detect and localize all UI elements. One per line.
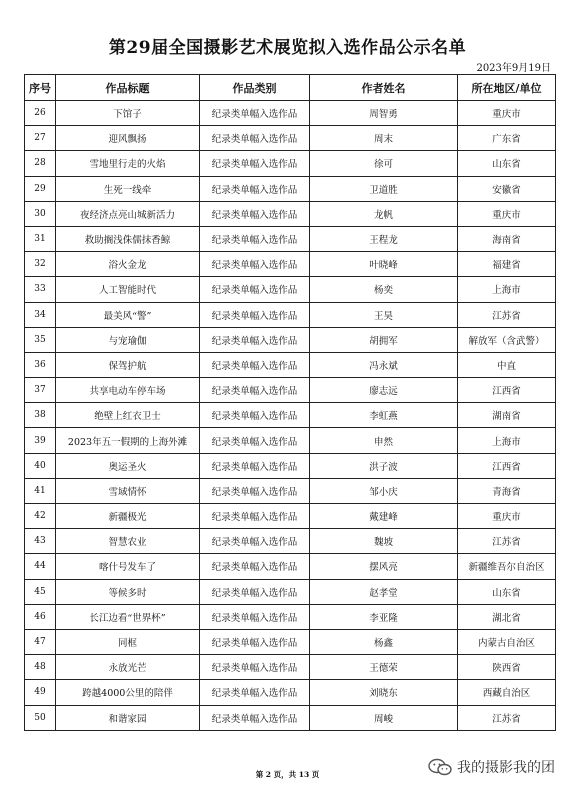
row-number: 39: [25, 428, 56, 453]
author-name: 廖志远: [310, 378, 458, 403]
row-number: 45: [25, 579, 56, 604]
watermark-text: 我的摄影我的团: [457, 760, 555, 776]
table-row: [25, 302, 556, 327]
author-name: 周末: [310, 126, 458, 151]
table-row: [25, 403, 556, 428]
region: 重庆市: [458, 101, 556, 126]
work-category: 纪录类单幅入选作品: [200, 604, 310, 629]
region: 江苏省: [458, 705, 556, 730]
work-title: 生死一线牵: [56, 176, 200, 201]
region: 内蒙古自治区: [458, 629, 556, 654]
row-number: 41: [25, 478, 56, 503]
work-title: 最美风“警”: [56, 302, 200, 327]
table-row: [25, 504, 556, 529]
work-title: 永放光芒: [56, 655, 200, 680]
work-category: 纪录类单幅入选作品: [200, 453, 310, 478]
author-name: 洪子波: [310, 453, 458, 478]
row-number: 31: [25, 226, 56, 251]
table-row: [25, 226, 556, 251]
watermark: [428, 757, 555, 777]
work-title: 智慧农业: [56, 529, 200, 554]
header-author: 作者姓名: [310, 75, 458, 101]
work-title: 与宠瑜伽: [56, 327, 200, 352]
author-name: 周智勇: [310, 101, 458, 126]
work-title: 保驾护航: [56, 352, 200, 377]
work-category: 纪录类单幅入选作品: [200, 327, 310, 352]
author-name: 冯永斌: [310, 352, 458, 377]
work-category: 纪录类单幅入选作品: [200, 352, 310, 377]
table-row: [25, 604, 556, 629]
work-title: 救助搁浅侏儒抹香鲸: [56, 226, 200, 251]
table-row: [25, 378, 556, 403]
region: 江苏省: [458, 529, 556, 554]
row-number: 44: [25, 554, 56, 579]
work-category: 纪录类单幅入选作品: [200, 403, 310, 428]
work-title: 雪域情怀: [56, 478, 200, 503]
work-title: 下馆子: [56, 101, 200, 126]
row-number: 26: [25, 101, 56, 126]
table-row: [25, 352, 556, 377]
row-number: 36: [25, 352, 56, 377]
region: 山东省: [458, 151, 556, 176]
region: 陕西省: [458, 655, 556, 680]
author-name: 王昊: [310, 302, 458, 327]
author-name: 赵孝堂: [310, 579, 458, 604]
row-number: 43: [25, 529, 56, 554]
row-number: 33: [25, 277, 56, 302]
work-category: 纪录类单幅入选作品: [200, 226, 310, 251]
table-row: [25, 277, 556, 302]
work-title: 喀什号发车了: [56, 554, 200, 579]
work-category: 纪录类单幅入选作品: [200, 529, 310, 554]
author-name: 卫道胜: [310, 176, 458, 201]
table-row: [25, 705, 556, 730]
region: 江苏省: [458, 302, 556, 327]
work-category: 纪录类单幅入选作品: [200, 101, 310, 126]
row-number: 30: [25, 201, 56, 226]
work-category: 纪录类单幅入选作品: [200, 151, 310, 176]
region: 江西省: [458, 453, 556, 478]
work-title: 跨越4000公里的陪伴: [56, 680, 200, 705]
table-row: [25, 428, 556, 453]
author-name: 李虹燕: [310, 403, 458, 428]
header-region: 所在地区/单位: [458, 75, 556, 101]
work-title: 和谐家园: [56, 705, 200, 730]
wechat-icon: [428, 758, 452, 776]
header-row: [25, 75, 556, 101]
author-name: 王程龙: [310, 226, 458, 251]
work-category: 纪录类单幅入选作品: [200, 428, 310, 453]
table-row: [25, 126, 556, 151]
row-number: 47: [25, 629, 56, 654]
work-title: 共享电动车停车场: [56, 378, 200, 403]
work-category: 纪录类单幅入选作品: [200, 478, 310, 503]
work-category: 纪录类单幅入选作品: [200, 629, 310, 654]
work-category: 纪录类单幅入选作品: [200, 680, 310, 705]
row-number: 28: [25, 151, 56, 176]
table-row: [25, 680, 556, 705]
work-title: 雪地里行走的火焰: [56, 151, 200, 176]
header-number: 序号: [25, 75, 56, 101]
author-name: 邹小庆: [310, 478, 458, 503]
row-number: 48: [25, 655, 56, 680]
row-number: 37: [25, 378, 56, 403]
work-title: 奥运圣火: [56, 453, 200, 478]
header-category: 作品类别: [200, 75, 310, 101]
work-category: 纪录类单幅入选作品: [200, 252, 310, 277]
work-category: 纪录类单幅入选作品: [200, 655, 310, 680]
author-name: 徐可: [310, 151, 458, 176]
table-row: [25, 579, 556, 604]
author-name: 李亚隆: [310, 604, 458, 629]
work-category: 纪录类单幅入选作品: [200, 579, 310, 604]
table-row: [25, 529, 556, 554]
row-number: 42: [25, 504, 56, 529]
author-name: 杨鑫: [310, 629, 458, 654]
row-number: 34: [25, 302, 56, 327]
header-title: 作品标题: [56, 75, 200, 101]
table-body: [25, 101, 556, 731]
table-row: [25, 201, 556, 226]
region: 青海省: [458, 478, 556, 503]
author-name: 戴建峰: [310, 504, 458, 529]
author-name: 胡拥军: [310, 327, 458, 352]
work-title: 夜经济点亮山城新活力: [56, 201, 200, 226]
work-category: 纪录类单幅入选作品: [200, 705, 310, 730]
author-name: 刘晓东: [310, 680, 458, 705]
work-title: 迎风飘扬: [56, 126, 200, 151]
region: 新疆维吾尔自治区: [458, 554, 556, 579]
work-title: 新疆极光: [56, 504, 200, 529]
table-row: [25, 655, 556, 680]
work-title: 等候多时: [56, 579, 200, 604]
row-number: 46: [25, 604, 56, 629]
page-number: 第 2 页，共 13 页: [255, 770, 320, 779]
row-number: 38: [25, 403, 56, 428]
table-row: [25, 101, 556, 126]
region: 海南省: [458, 226, 556, 251]
region: 解放军（含武警）: [458, 327, 556, 352]
region: 山东省: [458, 579, 556, 604]
region: 上海市: [458, 277, 556, 302]
table-row: [25, 151, 556, 176]
works-table: [24, 74, 556, 731]
publish-date: 2023年9月19日: [476, 63, 551, 74]
author-name: 周峻: [310, 705, 458, 730]
region: 福建省: [458, 252, 556, 277]
work-category: 纪录类单幅入选作品: [200, 378, 310, 403]
author-name: 王德荣: [310, 655, 458, 680]
row-number: 32: [25, 252, 56, 277]
region: 湖南省: [458, 403, 556, 428]
work-title: 2023年五一假期的上海外滩: [56, 428, 200, 453]
work-category: 纪录类单幅入选作品: [200, 201, 310, 226]
author-name: 叶晓峰: [310, 252, 458, 277]
row-number: 40: [25, 453, 56, 478]
row-number: 35: [25, 327, 56, 352]
table-row: [25, 554, 556, 579]
region: 西藏自治区: [458, 680, 556, 705]
table-row: [25, 176, 556, 201]
author-name: 申然: [310, 428, 458, 453]
region: 江西省: [458, 378, 556, 403]
table-row: [25, 327, 556, 352]
region: 中直: [458, 352, 556, 377]
work-category: 纪录类单幅入选作品: [200, 126, 310, 151]
table-row: [25, 629, 556, 654]
work-category: 纪录类单幅入选作品: [200, 277, 310, 302]
region: 重庆市: [458, 504, 556, 529]
row-number: 50: [25, 705, 56, 730]
work-category: 纪录类单幅入选作品: [200, 176, 310, 201]
work-title: 人工智能时代: [56, 277, 200, 302]
page-title: 第29届全国摄影艺术展览拟入选作品公示名单: [108, 38, 467, 58]
work-title: 绝壁上红衣卫士: [56, 403, 200, 428]
author-name: 杨奕: [310, 277, 458, 302]
work-category: 纪录类单幅入选作品: [200, 302, 310, 327]
work-title: 长江边看“世界杯”: [56, 604, 200, 629]
region: 重庆市: [458, 201, 556, 226]
table-header: [25, 75, 556, 101]
work-category: 纪录类单幅入选作品: [200, 504, 310, 529]
table-row: [25, 478, 556, 503]
region: 安徽省: [458, 176, 556, 201]
region: 上海市: [458, 428, 556, 453]
region: 广东省: [458, 126, 556, 151]
author-name: 龙帆: [310, 201, 458, 226]
author-name: 魏坡: [310, 529, 458, 554]
table-row: [25, 453, 556, 478]
work-title: 同框: [56, 629, 200, 654]
work-title: 浴火金龙: [56, 252, 200, 277]
author-name: 摆风亮: [310, 554, 458, 579]
row-number: 27: [25, 126, 56, 151]
table-row: [25, 252, 556, 277]
row-number: 49: [25, 680, 56, 705]
region: 湖北省: [458, 604, 556, 629]
row-number: 29: [25, 176, 56, 201]
work-category: 纪录类单幅入选作品: [200, 554, 310, 579]
